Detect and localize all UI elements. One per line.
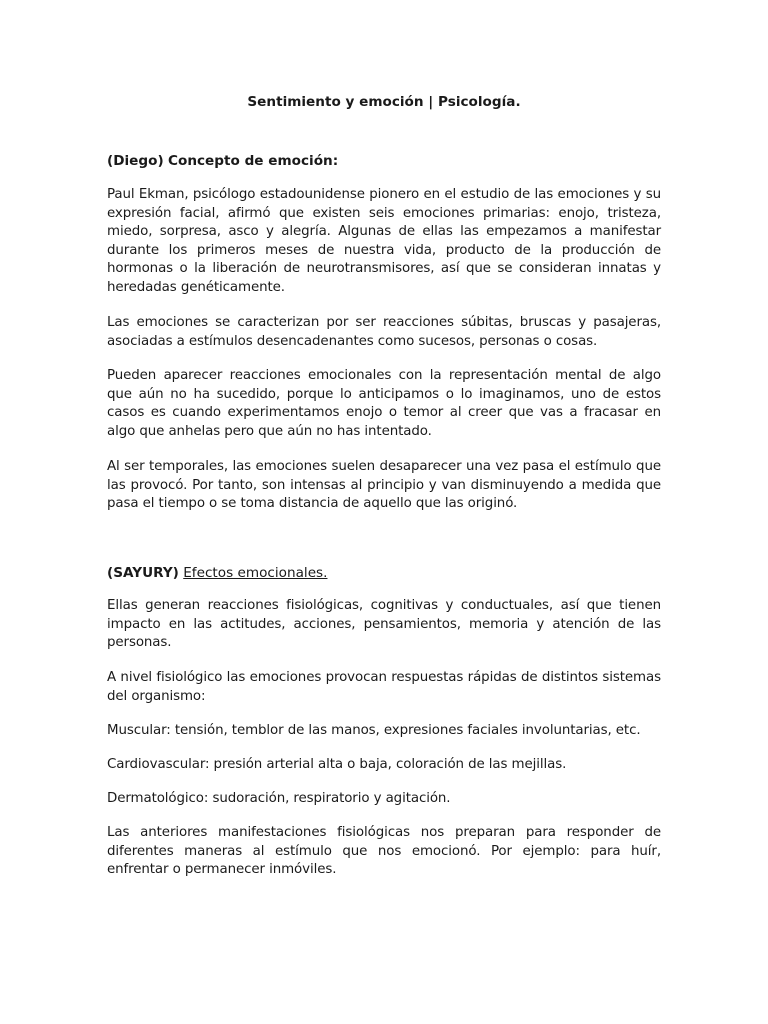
paragraph-manifestaciones: Las anteriores manifestaciones fisiológicas nos preparan para responder de diferentes maneras al estímulo que nos emocionó. Por ejemplo: para huír, enfrentar o permanecer inmóviles. [107, 825, 661, 878]
paragraph-dermatologico: Dermatológico: sudoración, respiratorio y agitación. [107, 791, 451, 806]
section-heading-efectos [107, 564, 661, 582]
paragraph-nivel-fisiologico: A nivel fisiológico las emociones provocan respuestas rápidas de distintos sistemas del organismo: [107, 670, 661, 704]
paragraph-caracteristicas: Las emociones se caracterizan por ser reacciones súbitas, bruscas y pasajeras, asociadas a estímulos desencadenantes como sucesos, personas o cosas. [107, 315, 661, 349]
section-topic: Concepto de emoción: [168, 153, 339, 169]
section-author: (Diego) [107, 153, 164, 169]
section-topic: Efectos emocionales. [183, 565, 328, 581]
paragraph-muscular: Muscular: tensión, temblor de las manos, expresiones faciales involuntarias, etc. [107, 723, 641, 738]
paragraph-temporales: Al ser temporales, las emociones suelen desaparecer una vez pasa el estímulo que las provocó. Por tanto, son intensas al principio y van disminuyendo a medida que pasa el tiempo o se toma distancia de aquello que las originó. [107, 459, 661, 512]
paragraph-reacciones: Ellas generan reacciones fisiológicas, cognitivas y conductuales, así que tienen impacto en las actitudes, acciones, pensamientos, memoria y atención de las personas. [107, 598, 661, 651]
section-heading-concepto [107, 152, 661, 170]
paragraph-anticipacion: Pueden aparecer reacciones emocionales con la representación mental de algo que aún no ha sucedido, porque lo anticipamos o lo imaginamos, uno de estos casos es cuando experimentamos enojo o temor al creer que vas a fracasar en algo que anhelas pero que aún no has intentado. [107, 368, 661, 439]
document-title: Sentimiento y emoción | Psicología. [247, 94, 521, 110]
section-author: (SAYURY) [107, 565, 179, 581]
paragraph-cardiovascular: Cardiovascular: presión arterial alta o baja, coloración de las mejillas. [107, 757, 567, 772]
paragraph-ekman: Paul Ekman, psicólogo estadounidense pionero en el estudio de las emociones y su expresión facial, afirmó que existen seis emociones primarias: enojo, tristeza, miedo, sorpresa, asco y alegría. Algunas de ellas las empezamos a manifestar durante los primeros meses de nuestra vida, producto de la producción de hormonas o la liberación de neurotransmisores, así que se consideran innatas y heredadas genéticamente. [107, 187, 661, 295]
